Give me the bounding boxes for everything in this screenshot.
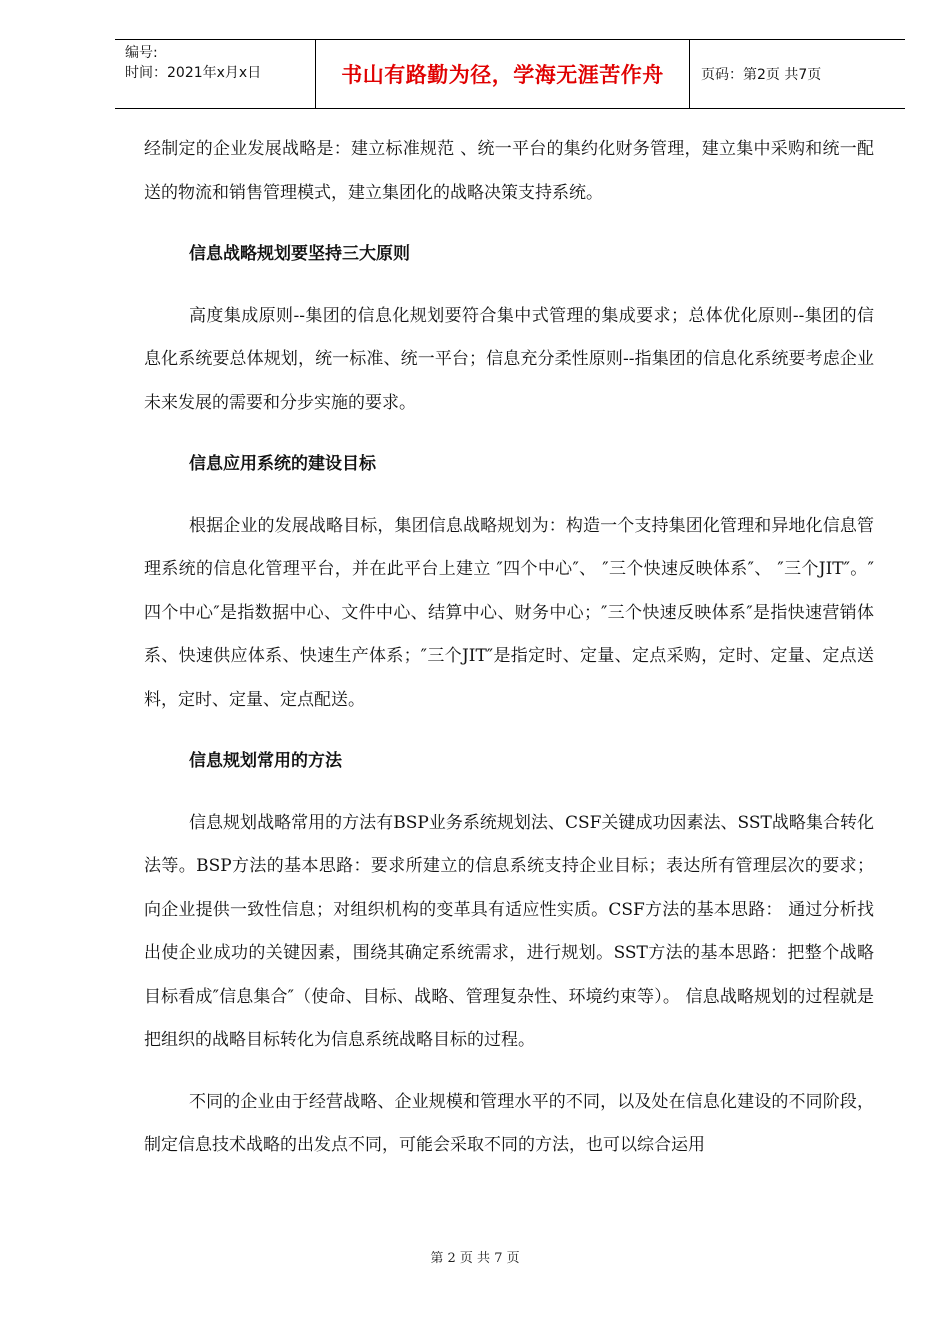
page-footer: 第 2 页 共 7 页 [430, 1251, 520, 1266]
number-label: 编号: [125, 45, 158, 61]
document-header [115, 39, 905, 109]
document-body [144, 128, 874, 1168]
header-meta [115, 40, 315, 108]
header-motto: 书山有路勤为径，学海无涯苦作舟 [341, 63, 664, 87]
paragraph: 信息规划战略常用的方法有BSP业务系统规划法、CSF关键成功因素法、SST战略集合转化法等。BSP方法的基本思路：要求所建立的信息系统支持企业目标；表达所有管理层次的要求；向企业提供一致性信息；对组织机构的变革具有适应性实质。CSF方法的基本思路： 通过分析找出使企业成功的关键因素，围绕其确定系统需求，进行规划。SST方法的基本思路：把整个战略目标看成″信息集合″（使命、目标、战略、管理复杂性、环境约束等）。 信息战略规划的过程就是把组织的战略目标转化为信息系统战略目标的过程。 [144, 812, 874, 1050]
header-page-label: 页码：第2页 共7页 [701, 67, 822, 83]
paragraph: 经制定的企业发展战略是：建立标准规范 、统一平台的集约化财务管理，建立集中采购和统一配送的物流和销售管理模式，建立集团化的战略决策支持系统。 [144, 139, 874, 203]
section-heading: 信息应用系统的建设目标 [189, 454, 376, 474]
section-heading: 信息战略规划要坚持三大原则 [189, 244, 410, 264]
paragraph: 高度集成原则--集团的信息化规划要符合集中式管理的集成要求；总体优化原则--集团的信息化系统要总体规划，统一标准、统一平台；信息充分柔性原则--指集团的信息化系统要考虑企业未来发展的需要和分步实施的要求。 [144, 305, 874, 413]
header-divider [689, 40, 690, 108]
section-heading: 信息规划常用的方法 [189, 751, 342, 771]
paragraph: 根据企业的发展战略目标，集团信息战略规划为：构造一个支持集团化管理和异地化信息管理系统的信息化管理平台，并在此平台上建立 ″四个中心″、 ″三个快速反映体系″、 ″三个JIT″。″四个中心″是指数据中心、文件中心、结算中心、财务中心；″三个快速反映体系″是指快速营销体系、快速供应体系、快速生产体系；″三个JIT″是指定时、定量、定点采购，定时、定量、定点送料，定时、定量、定点配送。 [144, 515, 874, 710]
paragraph: 不同的企业由于经营战略、企业规模和管理水平的不同，以及处在信息化建设的不同阶段，制定信息技术战略的出发点不同，可能会采取不同的方法，也可以综合运用 [144, 1091, 874, 1155]
time-label: 时间：2021年x月x日 [125, 65, 262, 81]
